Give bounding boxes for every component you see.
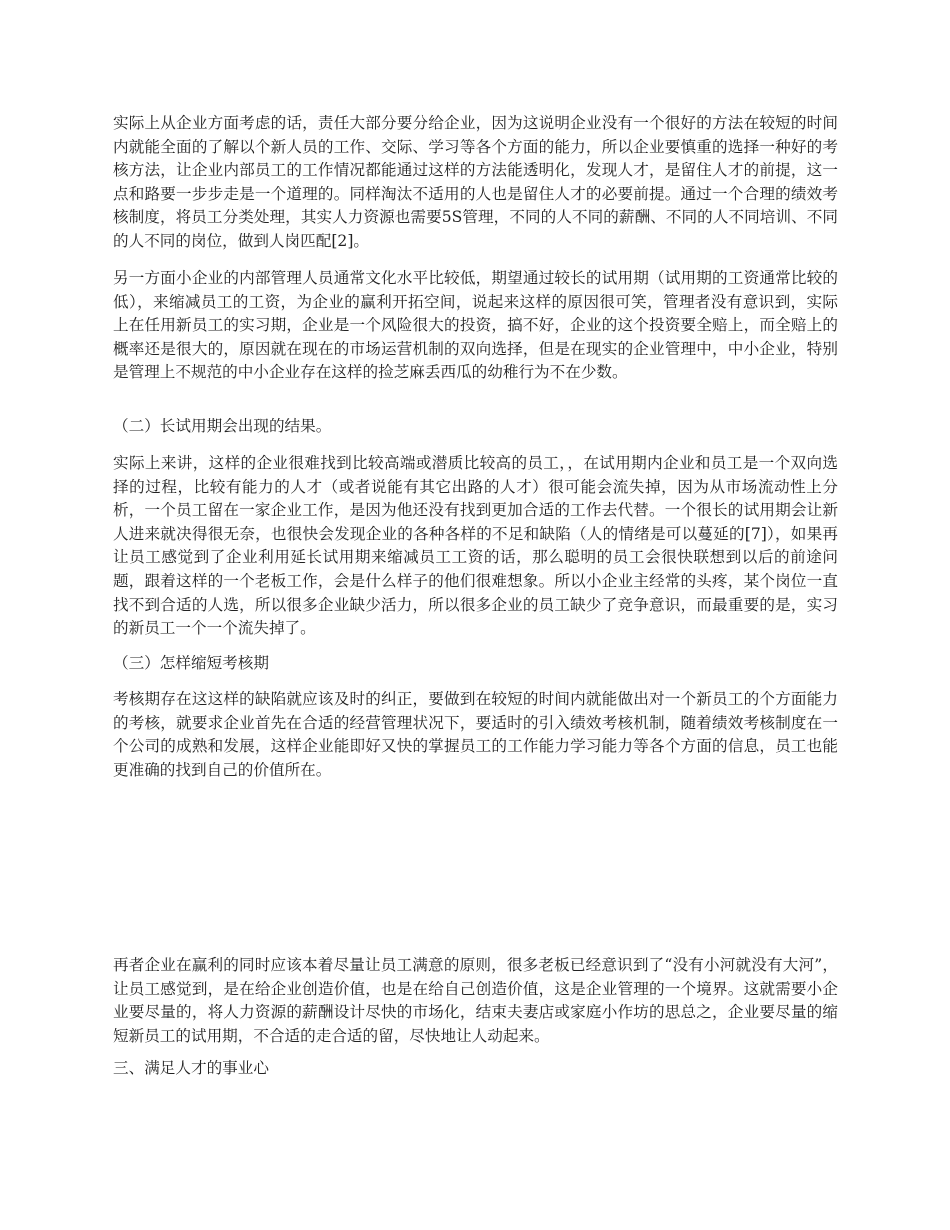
paragraph-responsibility: 实际上从企业方面考虑的话，责任大部分要分给企业，因为这说明企业没有一个很好的方法在较短的时间内就能全面的了解以个新人员的工作、交际、学习等各个方面的能力，所以企业要慎重的选择一种好的考核方法，让企业内部员工的工作情况都能通过这样的方法能透明化，发现人才，是留住人才的前提，这一点和路要一步步走是一个道理的。同样淘汰不适用的人也是留住人才的必要前提。通过一个合理的绩效考核制度，将员工分类处理，其实人力资源也需要5S管理，不同的人不同的薪酬、不同的人不同培训、不同的人不同的岗位，做到人岗匹配[2]。	[113, 114, 838, 250]
paragraph-probation-results: 实际上来讲，这样的企业很难找到比较高端或潜质比较高的员工，，在试用期内企业和员工是一个双向选择的过程，比较有能力的人才（或者说能有其它出路的人才）很可能会流失掉，因为从市场流动性上分析，一个员工留在一家企业工作，是因为他还没有找到更加合适的工作去代替。一个很长的试用期会让新人进来就决得很无奈，也很快会发现企业的各种各样的不足和缺陷（人的情绪是可以蔓延的[7]），如果再让员工感觉到了企业利用延长试用期来缩减员工工资的话，那么聪明的员工会很快联想到以后的前途问题，跟着这样的一个老板工作，会是什么样子的他们很难想象。所以小企业主经常的头疼，某个岗位一直找不到合适的人选，所以很多企业缺少活力，所以很多企业的员工缺少了竞争意识，而最重要的是，实习的新员工一个一个流失掉了。	[113, 454, 838, 638]
paragraph-management-level: 另一方面小企业的内部管理人员通常文化水平比较低，期望通过较长的试用期（试用期的工资通常比较的低），来缩减员工的工资，为企业的赢利开拓空间，说起来这样的原因很可笑，管理者没有意识到，实际上在任用新员工的实习期，企业是一个风险很大的投资，搞不好，企业的这个投资要全赔上，而全赔上的概率还是很大的，原因就在现在的市场运营机制的双向选择，但是在现实的企业管理中，中小企业，特别是管理上不规范的中小企业存在这样的捡芝麻丢西瓜的幼稚行为不在少数。	[113, 269, 838, 382]
section-heading-career-ambition: 三、满足人才的事业心	[113, 1059, 269, 1077]
section-heading-long-probation: （二）长试用期会出现的结果。	[113, 417, 332, 435]
section-heading-shorten-assessment: （三）怎样缩短考核期	[113, 654, 269, 672]
paragraph-employee-satisfaction: 再者企业在赢利的同时应该本着尽量让员工满意的原则，很多老板已经意识到了“没有小河就没有大河”，让员工感觉到，是在给企业创造价值，也是在给自己创造价值，这是企业管理的一个境界。这就需要小企业要尽量的，将人力资源的薪酬设计尽快的市场化，结束夫妻店或家庭小作坊的思总之，企业要尽量的缩短新员工的试用期，不合适的走合适的留，尽快地让人动起来。	[113, 956, 838, 1045]
paragraph-shorten-assessment: 考核期存在这这样的缺陷就应该及时的纠正，要做到在较短的时间内就能做出对一个新员工的个方面能力的考核，就要求企业首先在合适的经营管理状况下，要适时的引入绩效考核机制，随着绩效考核制度在一个公司的成熟和发展，这样企业能即好又快的掌握员工的工作能力学习能力等各个方面的信息，员工也能更准确的找到自己的价值所在。	[113, 690, 838, 779]
